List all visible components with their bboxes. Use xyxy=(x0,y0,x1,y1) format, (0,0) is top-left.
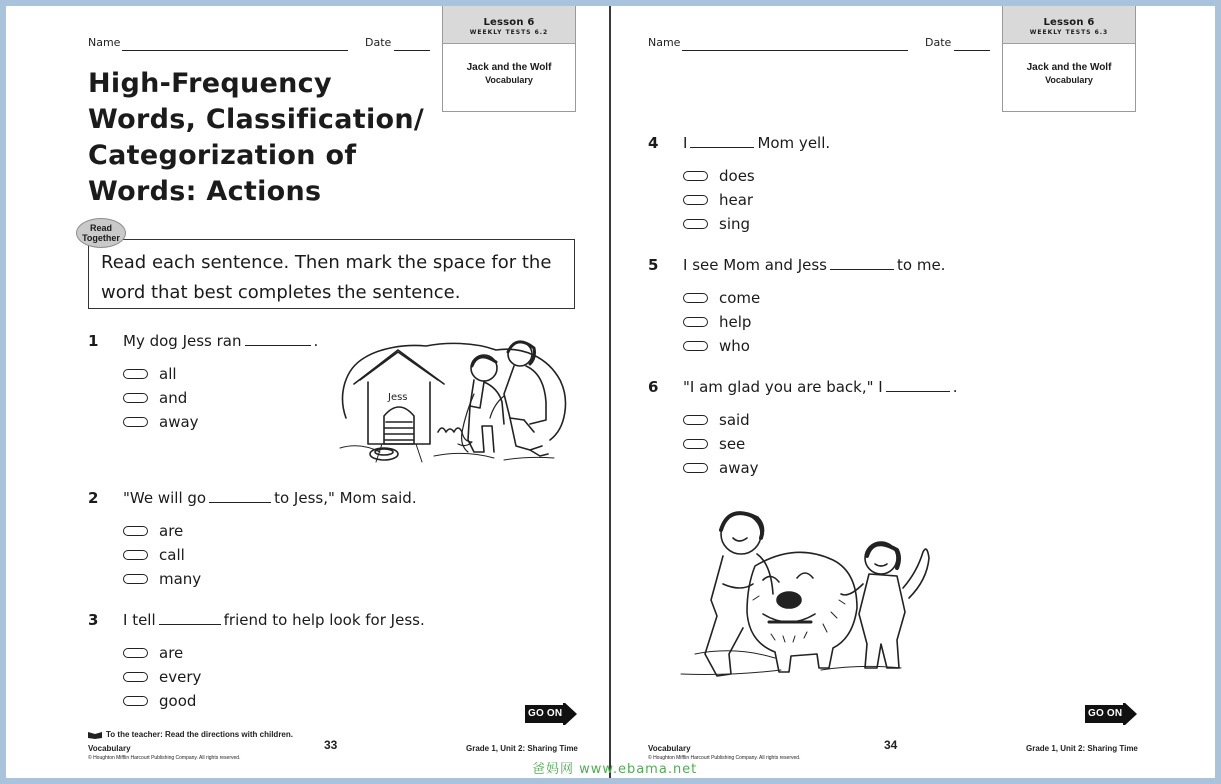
question-text xyxy=(123,611,425,629)
teacher-note xyxy=(88,730,293,739)
question-5 xyxy=(648,256,1048,366)
answer-bubble[interactable] xyxy=(683,219,708,229)
question-text-after: . xyxy=(952,378,958,396)
name-label: Name xyxy=(88,36,121,49)
footer-grade-unit: Grade 1, Unit 2: Sharing Time xyxy=(466,744,578,753)
question-text-after: . xyxy=(313,332,319,350)
teacher-note-text: To the teacher: Read the directions with children. xyxy=(106,730,293,739)
choice-label: away xyxy=(719,459,759,477)
page-number: 33 xyxy=(324,738,338,752)
question-number: 2 xyxy=(88,489,99,507)
question-text-after: to me. xyxy=(897,256,946,274)
lesson-topic: Vocabulary xyxy=(485,75,533,85)
choice-label: hear xyxy=(719,191,754,209)
dog-girls-illustration xyxy=(671,504,931,684)
choice-label: and xyxy=(159,389,188,407)
question-text-after: friend to help look for Jess. xyxy=(223,611,425,629)
choice-label: see xyxy=(719,435,746,453)
question-number: 5 xyxy=(648,256,659,274)
question-text xyxy=(123,332,318,350)
choice-option[interactable] xyxy=(683,212,755,236)
title-line: High-Frequency xyxy=(88,68,332,99)
read-together-badge xyxy=(76,218,126,248)
choice-label: every xyxy=(159,668,202,686)
answer-blank xyxy=(830,269,894,270)
choice-label: away xyxy=(159,413,199,431)
answer-bubble[interactable] xyxy=(683,463,708,473)
question-text-before: My dog Jess ran xyxy=(123,332,242,350)
question-number: 6 xyxy=(648,378,659,396)
question-text xyxy=(683,134,830,152)
title-line: Words, Classification/ xyxy=(88,104,425,135)
choice-option[interactable] xyxy=(683,456,759,480)
question-text-before: "I am glad you are back," I xyxy=(683,378,883,396)
workbook-spread xyxy=(6,6,1215,778)
choice-label: sing xyxy=(719,215,751,233)
answer-bubble[interactable] xyxy=(123,550,148,560)
lesson-topic: Vocabulary xyxy=(1045,75,1093,85)
book-icon xyxy=(88,731,102,739)
lesson-title: Lesson 6 xyxy=(483,17,535,28)
doghouse-sign: Jess xyxy=(388,392,408,403)
choice-label: call xyxy=(159,546,185,564)
answer-bubble[interactable] xyxy=(683,317,708,327)
choice-option[interactable] xyxy=(123,410,199,434)
answer-choices xyxy=(683,408,759,480)
choice-option[interactable] xyxy=(123,362,199,386)
page-title xyxy=(88,66,428,210)
footer-grade-unit: Grade 1, Unit 2: Sharing Time xyxy=(1026,744,1138,753)
question-number: 3 xyxy=(88,611,99,629)
lesson-header xyxy=(443,6,575,44)
question-text xyxy=(123,489,417,507)
go-on-label: GO ON xyxy=(1088,708,1123,719)
lesson-box xyxy=(1002,6,1136,112)
question-text-after: Mom yell. xyxy=(757,134,831,152)
answer-bubble[interactable] xyxy=(123,574,148,584)
directions-box: Read each sentence. Then mark the space for the word that best completes the sentence. xyxy=(88,239,575,309)
answer-blank xyxy=(886,391,950,392)
choice-label: does xyxy=(719,167,755,185)
answer-blank xyxy=(245,345,311,346)
answer-bubble[interactable] xyxy=(683,341,708,351)
lesson-body xyxy=(1003,44,1135,85)
answer-choices xyxy=(123,362,199,434)
question-1 xyxy=(88,332,348,442)
date-label: Date xyxy=(925,36,952,49)
lesson-title: Lesson 6 xyxy=(1043,17,1095,28)
site-watermark: 爸妈网 www.ebama.net xyxy=(532,762,698,777)
choice-label: all xyxy=(159,365,177,383)
question-3 xyxy=(88,611,488,721)
footer-copyright: © Houghton Mifflin Harcourt Publishing Company. All rights reserved. xyxy=(648,755,801,761)
choice-option[interactable] xyxy=(683,408,759,432)
answer-bubble[interactable] xyxy=(683,415,708,425)
answer-bubble[interactable] xyxy=(683,171,708,181)
choice-option[interactable] xyxy=(683,334,760,358)
answer-bubble[interactable] xyxy=(683,293,708,303)
question-6 xyxy=(648,378,1048,488)
choice-option[interactable] xyxy=(123,567,201,591)
page-33 xyxy=(6,6,606,778)
question-text-before: "We will go xyxy=(123,489,207,507)
choice-label: come xyxy=(719,289,761,307)
go-on-label: GO ON xyxy=(528,708,563,719)
choice-label: said xyxy=(719,411,750,429)
doghouse-girls-illustration xyxy=(334,336,574,466)
badge-line: Together xyxy=(82,233,120,243)
choice-label: good xyxy=(159,692,197,710)
footer-copyright: © Houghton Mifflin Harcourt Publishing Company. All rights reserved. xyxy=(88,755,241,761)
question-text xyxy=(683,256,945,274)
choice-option[interactable] xyxy=(683,188,755,212)
question-number: 1 xyxy=(88,332,99,350)
choice-option[interactable] xyxy=(683,310,760,334)
lesson-box xyxy=(442,6,576,112)
answer-bubble[interactable] xyxy=(123,369,148,379)
lesson-subtitle: WEEKLY TESTS 6.2 xyxy=(469,29,549,36)
question-text-before: I tell xyxy=(123,611,156,629)
footer-vocabulary: Vocabulary xyxy=(88,744,131,753)
answer-bubble[interactable] xyxy=(123,417,148,427)
answer-bubble[interactable] xyxy=(123,696,148,706)
question-4 xyxy=(648,134,1048,244)
choice-label: many xyxy=(159,570,202,588)
question-2 xyxy=(88,489,488,599)
date-label: Date xyxy=(365,36,392,49)
answer-blank xyxy=(159,624,221,625)
lesson-header xyxy=(1003,6,1135,44)
answer-blank xyxy=(690,147,754,148)
badge-line: Read xyxy=(89,223,112,233)
choice-label: are xyxy=(159,522,184,540)
choice-option[interactable] xyxy=(123,543,201,567)
choice-option[interactable] xyxy=(123,689,201,713)
choice-option[interactable] xyxy=(123,665,201,689)
answer-choices xyxy=(683,286,760,358)
lesson-story: Jack and the Wolf xyxy=(1026,62,1112,73)
footer-vocabulary: Vocabulary xyxy=(648,744,691,753)
choice-option[interactable] xyxy=(683,286,760,310)
answer-bubble[interactable] xyxy=(123,648,148,658)
lesson-story: Jack and the Wolf xyxy=(466,62,552,73)
choice-option[interactable] xyxy=(683,164,755,188)
lesson-subtitle: WEEKLY TESTS 6.3 xyxy=(1029,29,1109,36)
question-text xyxy=(683,378,957,396)
choice-label: are xyxy=(159,644,184,662)
answer-blank xyxy=(209,502,271,503)
name-field[interactable] xyxy=(122,50,348,51)
choice-label: help xyxy=(719,313,752,331)
answer-bubble[interactable] xyxy=(123,393,148,403)
name-label: Name xyxy=(648,36,681,49)
choice-label: who xyxy=(719,337,750,355)
answer-choices xyxy=(123,519,201,591)
answer-choices xyxy=(683,164,755,236)
date-field[interactable] xyxy=(954,50,990,51)
answer-choices xyxy=(123,641,201,713)
choice-option[interactable] xyxy=(123,641,201,665)
lesson-body xyxy=(443,44,575,85)
question-text-before: I xyxy=(683,134,688,152)
question-number: 4 xyxy=(648,134,659,152)
answer-bubble[interactable] xyxy=(123,672,148,682)
go-on-button[interactable] xyxy=(1085,703,1137,725)
page-number: 34 xyxy=(884,738,898,752)
title-line: Categorization of xyxy=(88,140,357,171)
answer-bubble[interactable] xyxy=(683,439,708,449)
date-field[interactable] xyxy=(394,50,430,51)
choice-option[interactable] xyxy=(123,519,201,543)
page-34 xyxy=(566,6,1166,778)
question-text-before: I see Mom and Jess xyxy=(683,256,828,274)
title-line: Words: Actions xyxy=(88,176,322,207)
answer-bubble[interactable] xyxy=(683,195,708,205)
name-field[interactable] xyxy=(682,50,908,51)
choice-option[interactable] xyxy=(683,432,759,456)
answer-bubble[interactable] xyxy=(123,526,148,536)
choice-option[interactable] xyxy=(123,386,199,410)
question-text-after: to Jess," Mom said. xyxy=(274,489,417,507)
